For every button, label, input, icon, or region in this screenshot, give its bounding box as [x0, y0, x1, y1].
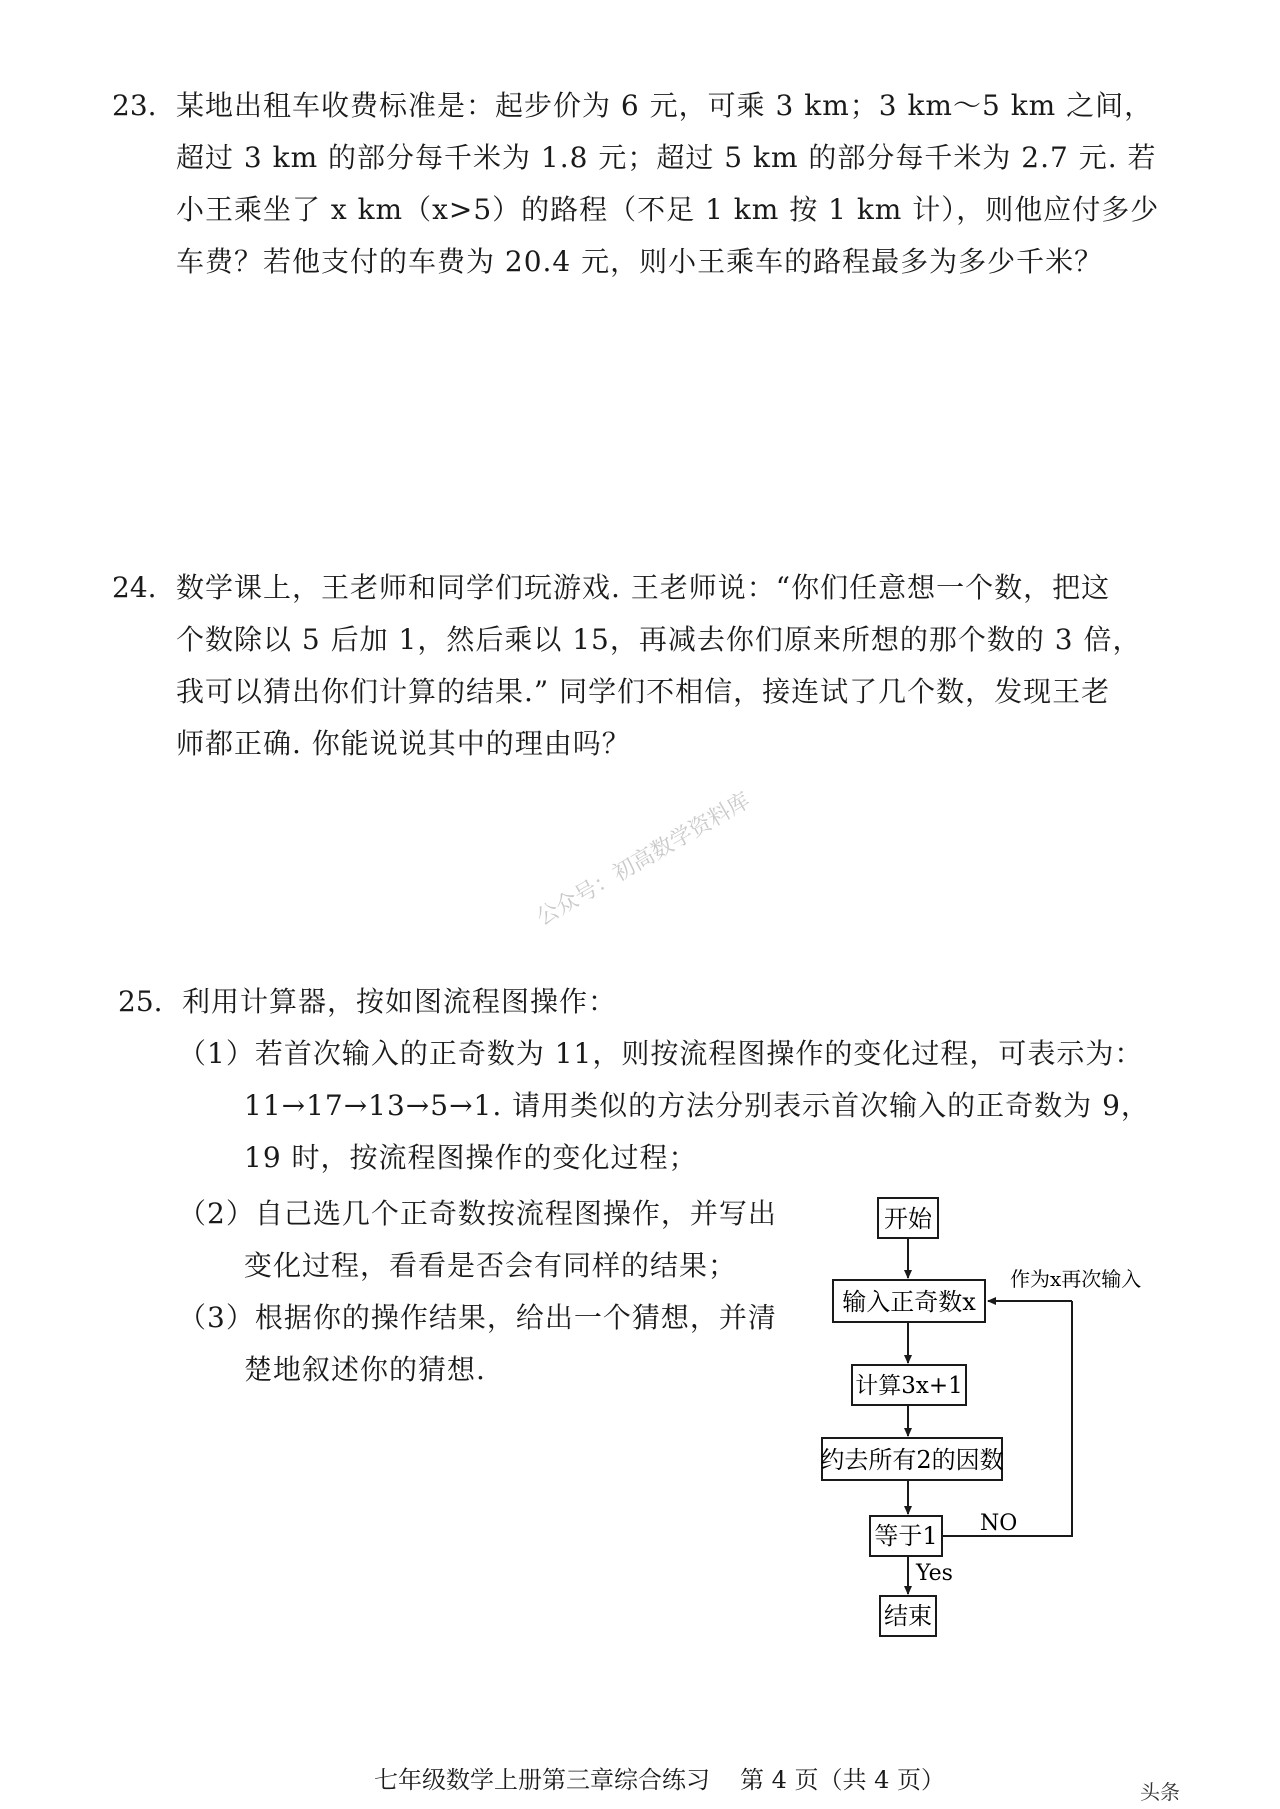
question-number: 23.	[112, 89, 157, 122]
flow-loop-label: 作为x再次输入	[1010, 1267, 1142, 1291]
question-line: 超过 3 km 的部分每千米为 1.8 元；超过 5 km 的部分每千米为 2.7 元. 若	[176, 141, 1157, 174]
flow-yes-label: Yes	[916, 1561, 953, 1586]
flow-no-label: NO	[980, 1511, 1018, 1536]
footer-page-number: 第 4 页（共 4 页）	[740, 1766, 946, 1794]
part-1-line: （1）若首次输入的正奇数为 11，则按流程图操作的变化过程，可表示为：	[178, 1037, 1144, 1070]
flow-no-loop-line	[942, 1301, 1072, 1536]
part-3-line: （3）根据你的操作结果，给出一个猜想，并清	[178, 1301, 777, 1334]
question-line: 数学课上，王老师和同学们玩游戏. 王老师说：“你们任意想一个数，把这	[176, 571, 1111, 604]
flow-check-label: 等于1	[874, 1522, 938, 1550]
question-line: 小王乘坐了 x km（x>5）的路程（不足 1 km 按 1 km 计），则他应付多少	[176, 193, 1160, 226]
question-intro: 利用计算器，按如图流程图操作：	[182, 985, 618, 1018]
part-3-line: 楚地叙述你的猜想.	[244, 1353, 486, 1386]
question-line: 个数除以 5 后加 1，然后乘以 15，再减去你们原来所想的那个数的 3 倍，	[176, 623, 1142, 656]
question-line: 师都正确. 你能说说其中的理由吗？	[176, 727, 631, 760]
question-line: 我可以猜出你们计算的结果.” 同学们不相信，接连试了几个数，发现王老	[176, 675, 1111, 708]
flow-compute-label: 计算3x+1	[855, 1373, 963, 1399]
brand-logo: 头条	[1140, 1780, 1180, 1804]
flow-reduce-label: 约去所有2的因数	[820, 1446, 1004, 1474]
question-line: 车费？若他支付的车费为 20.4 元，则小王乘车的路程最多为多少千米？	[176, 245, 1104, 278]
question-line: 某地出租车收费标准是：起步价为 6 元，可乘 3 km；3 km～5 km 之间，	[176, 89, 1154, 122]
flow-end-label: 结束	[884, 1602, 932, 1630]
flow-input-label: 输入正奇数x	[842, 1288, 976, 1316]
question-number: 24.	[112, 571, 157, 604]
watermark-text: 公众号：初高数学资料库	[532, 788, 755, 931]
part-2-line: 变化过程，看看是否会有同样的结果；	[244, 1249, 738, 1282]
question-number: 25.	[118, 985, 163, 1018]
footer-title: 七年级数学上册第三章综合练习	[374, 1766, 710, 1794]
part-2-line: （2）自己选几个正奇数按流程图操作，并写出	[178, 1197, 777, 1230]
part-1-line: 11→17→13→5→1. 请用类似的方法分别表示首次输入的正奇数为 9，	[244, 1089, 1150, 1122]
flow-start-label: 开始	[884, 1205, 932, 1233]
flowchart	[800, 1180, 1180, 1660]
part-1-line: 19 时，按流程图操作的变化过程；	[244, 1141, 698, 1174]
